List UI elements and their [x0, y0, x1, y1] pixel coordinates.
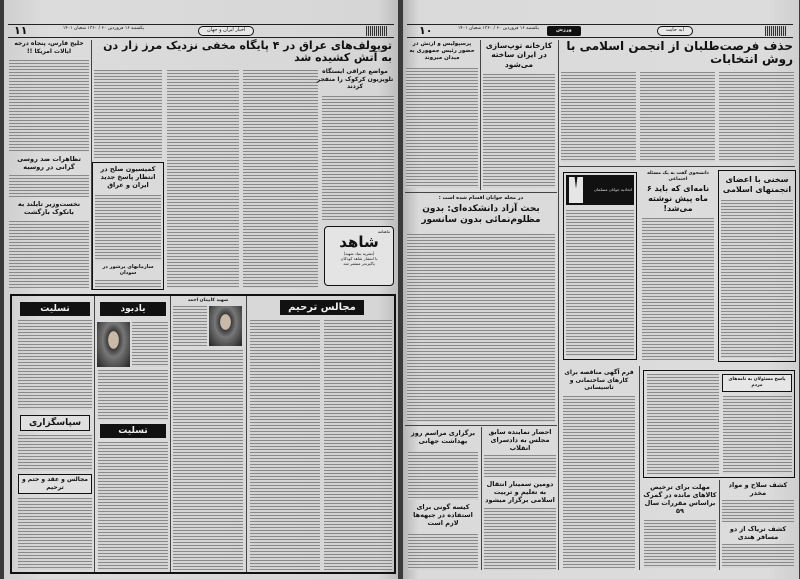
ad-line: پاکیزه‌تر منتشر شد [343, 261, 375, 266]
notice-text [132, 322, 168, 367]
article-title: مهلت برای ترخیص کالاهای مانده در گمرک براساس مقررات سال ۵۹ [643, 483, 717, 516]
column-rule [481, 427, 482, 570]
column-rule [719, 480, 720, 570]
article-title: سخنی با اعضای انجمنهای اسلامی [722, 175, 792, 194]
notice-text [18, 320, 92, 410]
article-text [561, 72, 636, 162]
article-text [640, 72, 715, 162]
page-header [407, 24, 793, 38]
article-text [95, 280, 161, 288]
column-rule [558, 40, 559, 570]
page-number: ۱۰ [419, 24, 433, 37]
column-rule [480, 40, 481, 190]
article-text [9, 60, 89, 152]
ad-title: شاهد [339, 233, 379, 251]
newspaper-page-10 [403, 0, 799, 579]
divider [405, 425, 557, 426]
article-title: احضار نماینده سابق مجلس به دادسرای انقلاب [488, 428, 552, 453]
column-rule [246, 296, 247, 572]
column-rule [170, 296, 171, 572]
article-title: پرسپولیس و ارتش در حضور رئیس جمهوری به میدان میروند [409, 41, 475, 61]
shahed-magazine-ad[interactable] [324, 226, 394, 286]
article-text [563, 396, 635, 568]
article-text [483, 74, 555, 188]
article-text [9, 221, 89, 288]
divider [559, 166, 795, 167]
article-text [719, 72, 794, 162]
article-text [721, 200, 793, 358]
sub-headline: مواضع عراقی ایستگاه تلویزیون کرکوک را منفجر کردند [316, 68, 394, 90]
section-label: آیه حایت [657, 26, 693, 36]
article-text [566, 210, 634, 356]
notice-text [324, 320, 392, 570]
article-title: نخست‌وزیر تایلند به بانکوک بازگشت [17, 200, 81, 217]
newspaper-logo [366, 26, 388, 36]
issue-date: یکشنبه ۱۶ فروردین ۶۰ / ۱۳۶۰ شعبان ۱۴۰۱ [457, 26, 539, 31]
divider [405, 192, 557, 193]
article-title: کشف سلاح و مواد مخدر [728, 481, 788, 498]
notice-text [18, 498, 92, 570]
column-rule [94, 296, 95, 572]
article-title: کارخانه توپ‌سازی در ایران ساخته می‌شود [485, 41, 553, 69]
notice-text [173, 306, 207, 346]
article-text [644, 520, 716, 568]
article-text [322, 96, 394, 220]
article-text [406, 68, 478, 188]
thanks-heading: سپاسگزاری [20, 415, 90, 431]
page-number: ۱۱ [14, 24, 28, 37]
article-text [167, 70, 239, 288]
notice-text [18, 435, 92, 471]
notice-text [98, 370, 168, 420]
article-title: کمیسیون صلح در انتظار پاسخ جدید ایران و عراق [100, 165, 156, 190]
article-text [647, 374, 719, 474]
newspaper-page-11 [4, 0, 398, 579]
article-text [243, 70, 318, 288]
article-title: کشف تریاک از دو مسافر هندی [729, 525, 787, 542]
article-text [95, 195, 161, 261]
article-text [408, 452, 478, 500]
article-text [642, 218, 714, 360]
main-headline: حذف فرصت‌طلبان از انجمن اسلامی با روش انتخابات [566, 39, 793, 67]
section-label: اخبار ایران و جهان [198, 26, 254, 36]
article-kicker: در مجله جوانان اقسام شده است : [438, 195, 524, 201]
memorial-photo [97, 322, 130, 367]
article-title: سازمانهای پرشور در سودان [102, 264, 154, 277]
article-kicker: دانشجوی گفت به یک مسئله اجتماعی [647, 171, 709, 182]
article-text [484, 455, 556, 477]
ceremony-ads-heading: مجالس و عقد و ختم و ترحیم [18, 474, 92, 494]
article-title: تظاهرات ضد روسی گرانی در روسیه [17, 155, 81, 172]
ad-line: (نشریه بنیاد شهید) [343, 251, 375, 256]
article-text [722, 544, 794, 568]
ad-banner: اتحادیه جوانان مسلمان [566, 175, 634, 205]
newspaper-logo [765, 26, 787, 36]
article-text [94, 70, 162, 158]
notice-text [173, 350, 243, 570]
article-text [723, 396, 792, 474]
condolence-heading: تسلیت [20, 302, 90, 316]
article-title: دومین سمینار انتقال به تعلیم و تربیت اسلامی برگزار میشود [485, 480, 555, 505]
obituary-title: شهید کاپیتان احمد [187, 298, 229, 303]
side-headline: خلیج فارس، پنجاه درجه ایالات امریکا !! [14, 40, 84, 55]
article-text [722, 500, 794, 522]
issue-date: یکشنبه ۱۶ فروردین ۶۰ / ۱۳۶۰ شعبان ۱۴۰۱ [62, 26, 144, 31]
article-title: نامه‌ای که باید ۶ ماه پیش نوشته می‌شد! [646, 184, 710, 213]
article-title: کیسه گونی برای استفاده در جبهه‌ها لازم است [413, 503, 473, 528]
article-text [484, 508, 556, 570]
column-rule [639, 366, 640, 570]
article-text [408, 534, 478, 570]
letters-heading: پاسخ مسئولان به نامه‌های مردم [722, 374, 792, 392]
memorial-heading: یادبود [100, 302, 166, 316]
ceremonies-heading: مجالس ترحیم [280, 300, 364, 315]
article-text [9, 175, 89, 197]
ad-line: با انتشار شاهد کودکان [340, 256, 378, 261]
main-headline: توپولف‌های عراق در ۴ پایگاه مخفی نزدیک مرز زار دن به آتش کشیده شد [103, 39, 392, 65]
brand-label: ورزش [547, 26, 581, 36]
notice-text [98, 442, 168, 570]
page-header [8, 24, 394, 38]
article-text [407, 234, 555, 422]
obituary-photo [209, 306, 242, 346]
notice-text [250, 320, 320, 570]
ad-kicker: ماهنامه [377, 229, 390, 234]
article-title: فرم آگهی مناقصه برای کارهای ساختمانی و تاسیساتی [564, 369, 634, 391]
article-title: برگزاری مراسم روز بهداشت جهانی [410, 429, 476, 446]
condolence-heading-2: تسلیت [100, 424, 166, 438]
article-title: بحث آزاد دانشکده‌ای: بدون مظلوم‌نمائی بدون سانسور [421, 204, 541, 226]
